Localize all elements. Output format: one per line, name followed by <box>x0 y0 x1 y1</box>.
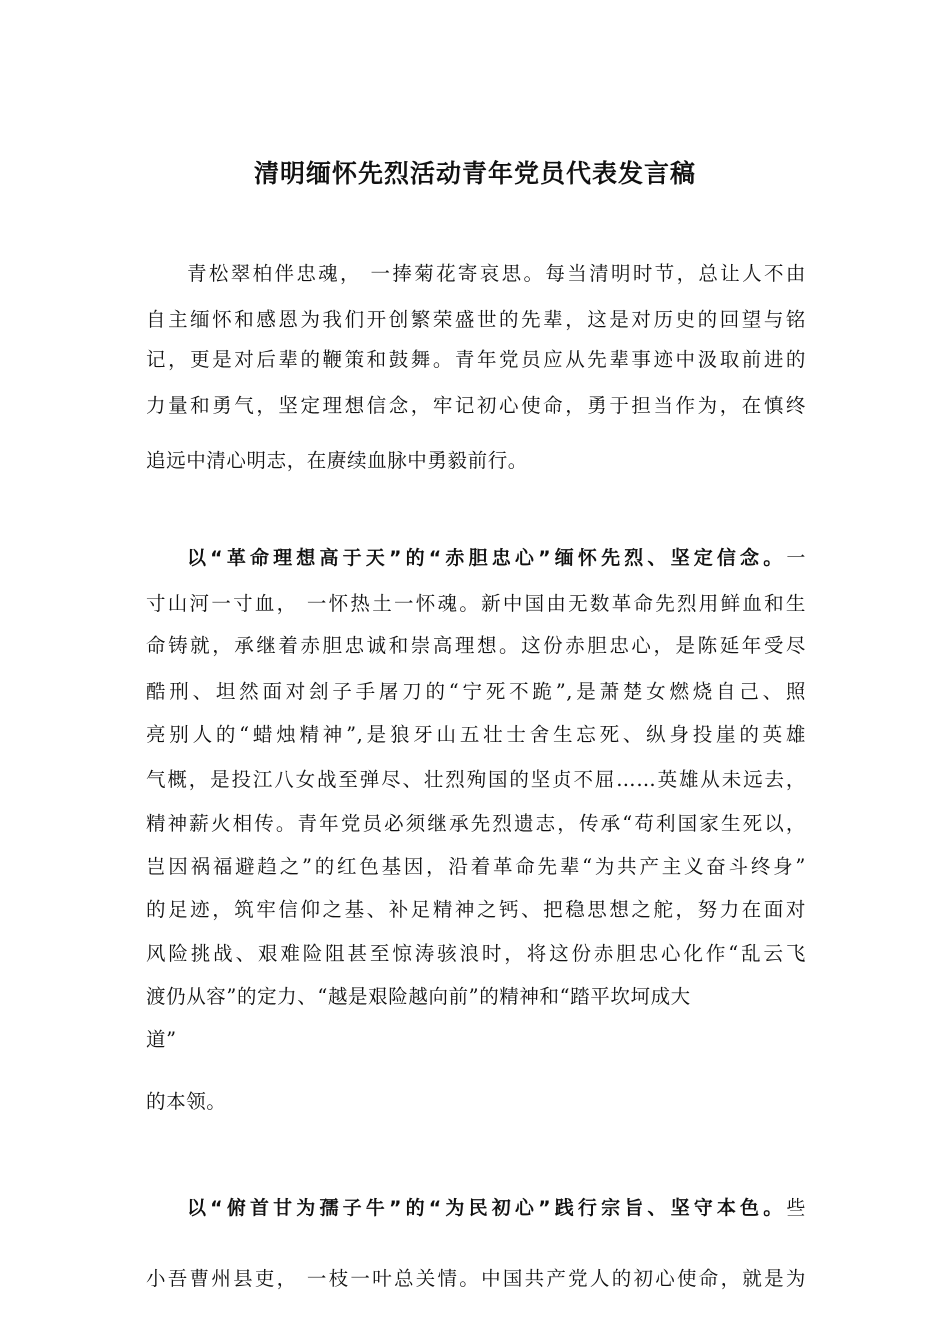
section-heading-text: 以“革命理想高于天”的“赤胆忠心”缅怀先烈、坚定信念。 <box>187 547 787 569</box>
paragraph-line: 记，更是对后辈的鞭策和鼓舞。青年党员应从先辈事迹中汲取前进的 <box>146 348 806 371</box>
paragraph-line: 岂因祸福避趋之”的红色基因，沿着革命先辈“为共产主义奋斗终身” <box>146 855 806 878</box>
paragraph-line: 的本领。 <box>146 1090 227 1113</box>
paragraph-line: 自主缅怀和感恩为我们开创繁荣盛世的先辈，这是对历史的回望与铭 <box>146 308 806 331</box>
paragraph-line: 渡仍从容”的定力、“越是艰险越向前”的精神和“踏平坎坷成大 <box>146 985 691 1008</box>
section-heading-continuation: 一 <box>786 547 806 569</box>
paragraph-line: 力量和勇气，坚定理想信念，牢记初心使命，勇于担当作为，在慎终 <box>146 394 806 417</box>
paragraph-line: 的足迹，筑牢信仰之基、补足精神之钙、把稳思想之舵，努力在面对 <box>146 898 806 921</box>
paragraph-line: 青松翠柏伴忠魂， 一捧菊花寄哀思。每当清明时节，总让人不由 <box>187 262 806 285</box>
paragraph-line: 追远中清心明志，在赓续血脉中勇毅前行。 <box>146 449 528 472</box>
paragraph-line: 酷刑、坦然面对刽子手屠刀的“宁死不跪”,是萧楚女燃烧自己、照 <box>146 680 806 703</box>
section-heading-text: 以“俯首甘为孺子牛”的“为民初心”践行宗旨、坚守本色。 <box>187 1197 787 1219</box>
section-heading-continuation: 些 <box>786 1197 806 1219</box>
document-title: 清明缅怀先烈活动青年党员代表发言稿 <box>253 159 696 188</box>
section-heading <box>187 543 806 573</box>
paragraph-line: 寸山河一寸血， 一怀热土一怀魂。新中国由无数革命先烈用鲜血和生 <box>146 592 806 615</box>
paragraph-line: 精神薪火相传。青年党员必须继承先烈遗志，传承“苟利国家生死以， <box>146 812 806 835</box>
paragraph-line: 气概，是投江八女战至弹尽、壮烈殉国的坚贞不屈……英雄从未远去， <box>146 768 806 791</box>
paragraph-line: 小吾曹州县吏， 一枝一叶总关情。中国共产党人的初心使命，就是为 <box>146 1267 806 1290</box>
paragraph-line: 命铸就，承继着赤胆忠诚和崇高理想。这份赤胆忠心，是陈延年受尽 <box>146 634 806 657</box>
paragraph-line: 风险挑战、艰难险阻甚至惊涛骇浪时，将这份赤胆忠心化作“乱云飞 <box>146 942 806 965</box>
section-heading <box>187 1193 806 1223</box>
paragraph-line: 道” <box>146 1028 177 1051</box>
paragraph-line: 亮别人的“蜡烛精神”,是狼牙山五壮士舍生忘死、纵身投崖的英雄 <box>146 723 806 746</box>
